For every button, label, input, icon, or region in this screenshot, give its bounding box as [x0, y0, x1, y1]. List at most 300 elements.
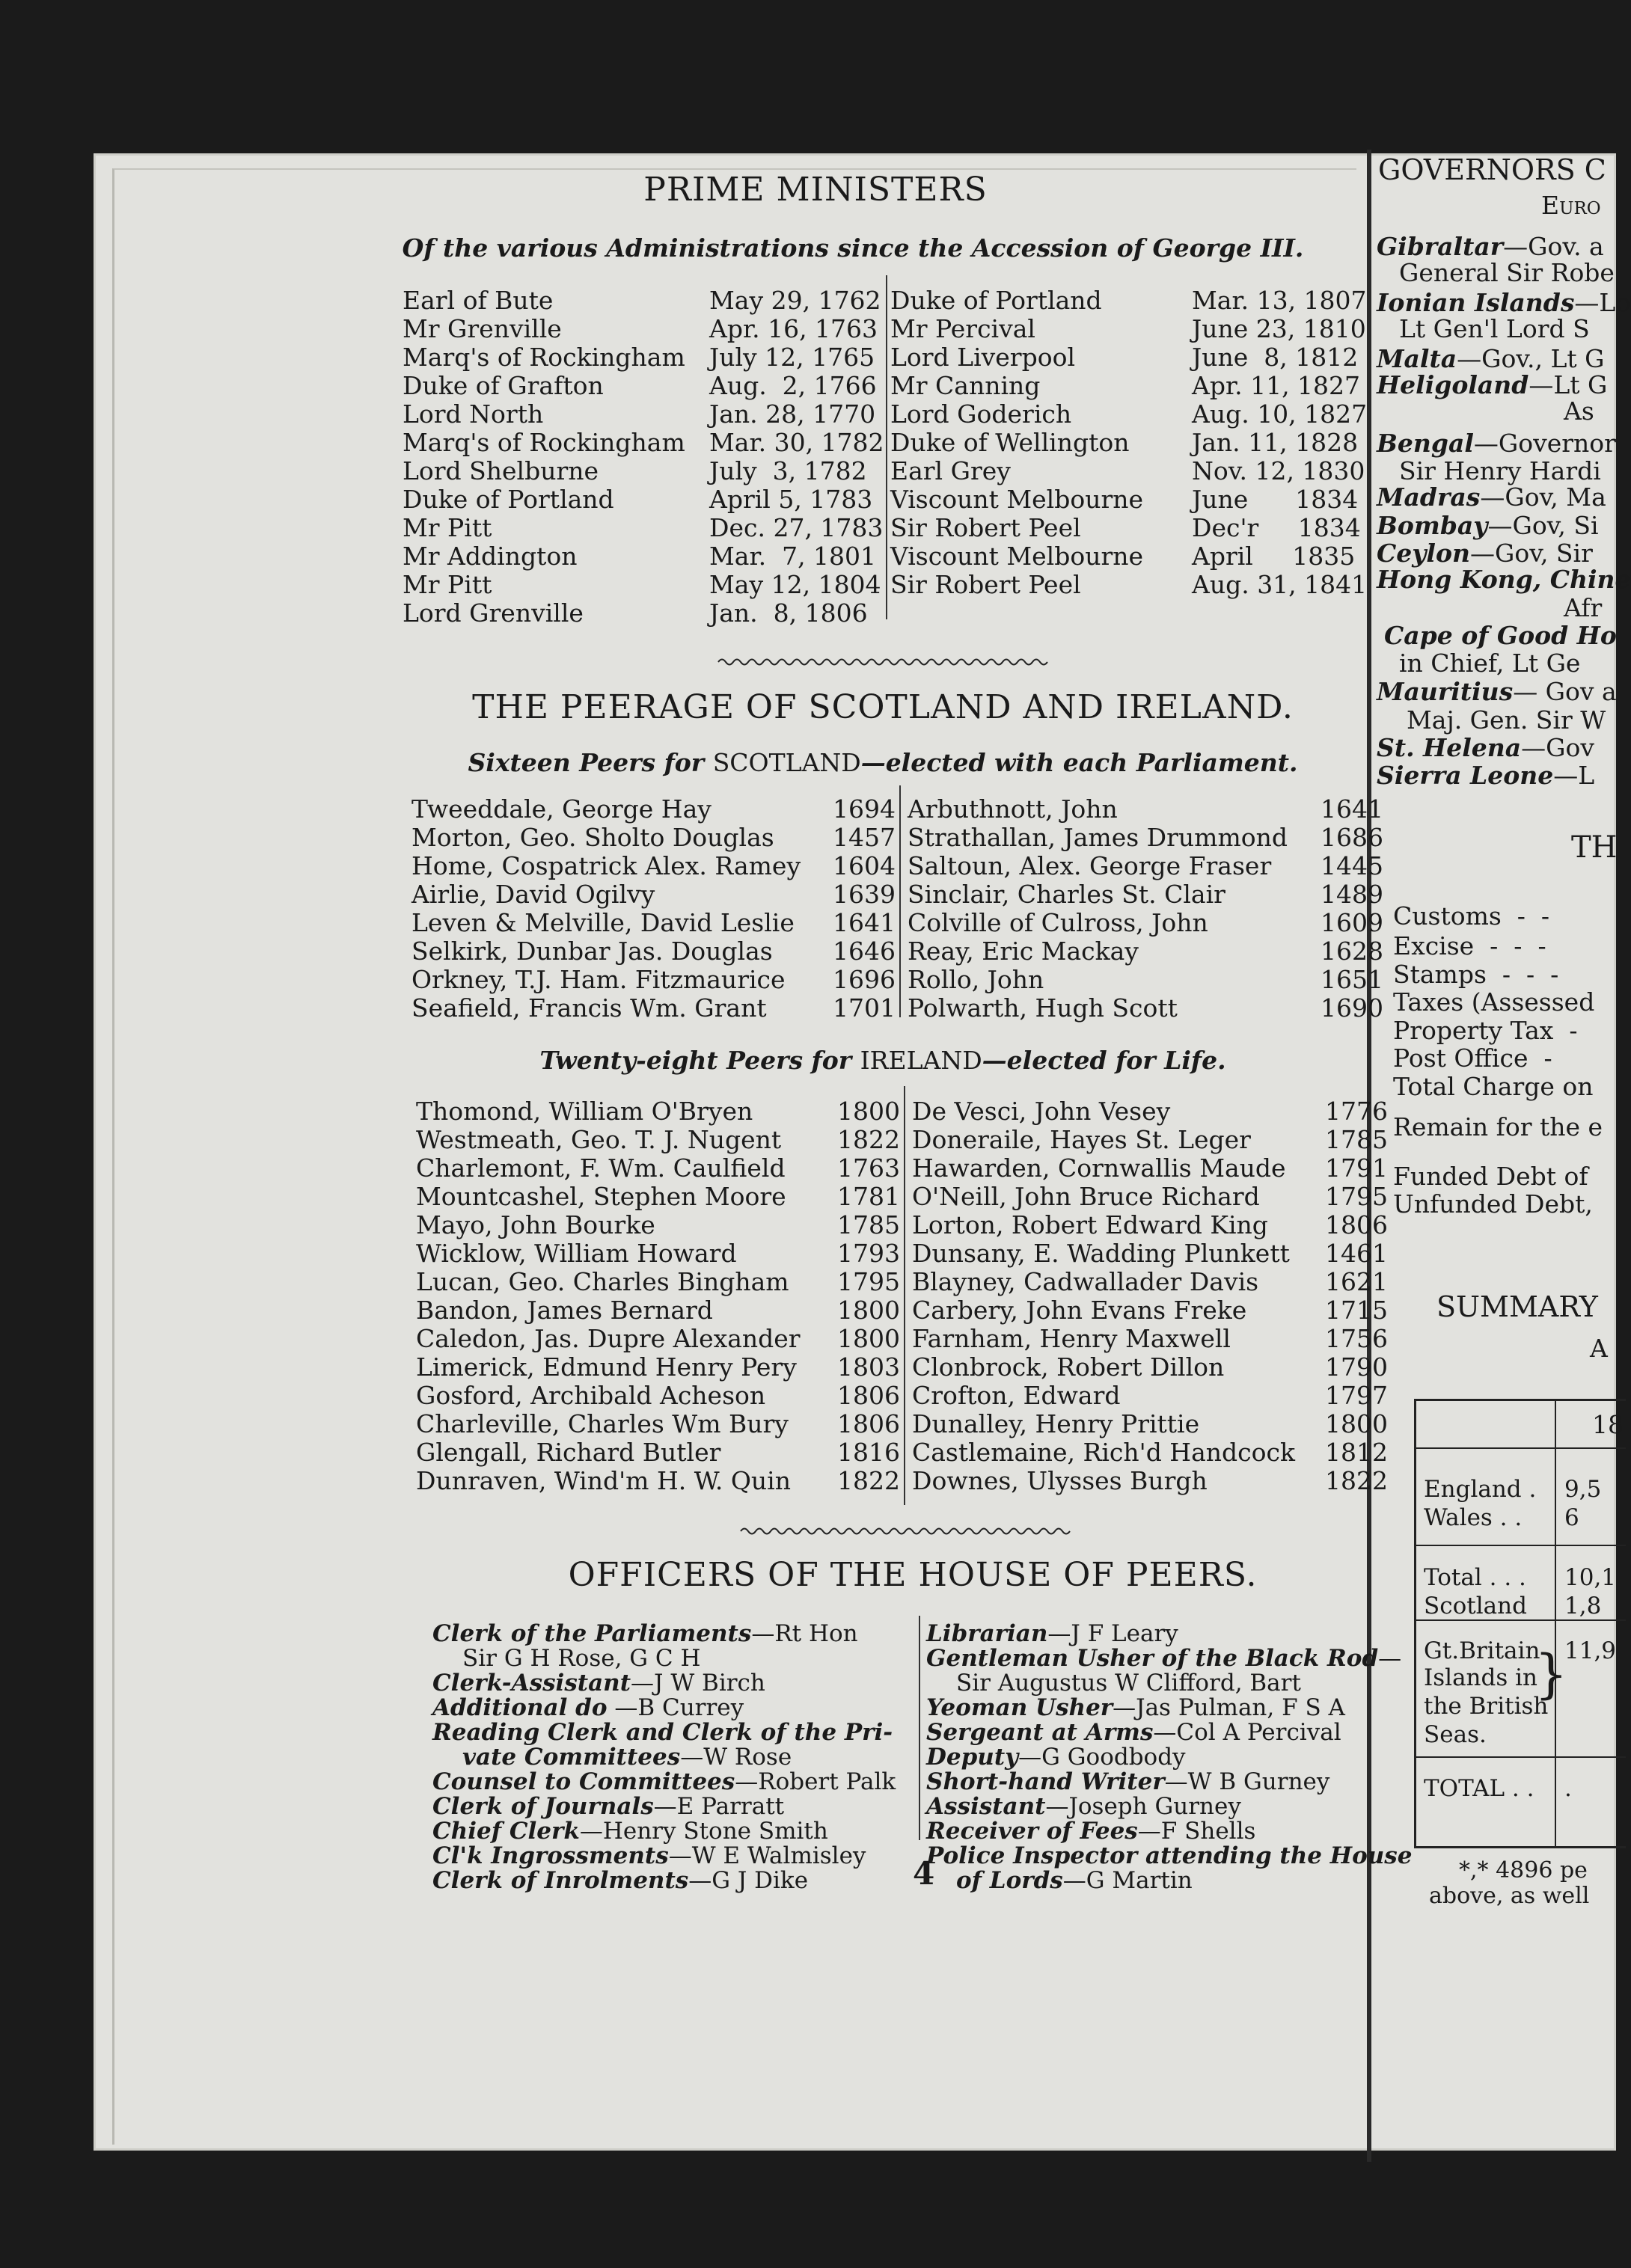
scotland-peer-year: 1457	[833, 823, 896, 852]
officer-entry	[926, 1869, 1405, 1893]
governor-text: Afr	[1564, 593, 1603, 622]
pm-name-2: Viscount Melbourne	[890, 485, 1144, 514]
governor-place: Heligoland	[1377, 370, 1529, 399]
governor-place: Ceylon	[1377, 539, 1470, 568]
ireland-subtitle	[419, 1046, 1347, 1075]
ireland-peer-year-2: 1461	[1325, 1239, 1388, 1268]
ireland-peer-year-2: 1795	[1325, 1182, 1388, 1211]
officer-entry	[926, 1646, 1405, 1671]
ireland-peer-name: Gosford, Archibald Acheson	[416, 1381, 766, 1410]
ireland-peer-name-2: Farnham, Henry Maxwell	[912, 1324, 1231, 1353]
ireland-sub-c: —elected for Life.	[982, 1046, 1226, 1075]
ireland-peer-row	[416, 1267, 1389, 1296]
governor-line	[1384, 621, 1617, 650]
officer-role: Clerk of Inrolments	[432, 1867, 689, 1894]
pm-date: May 29, 1762	[709, 286, 881, 315]
officer-role: Reading Clerk and Clerk of the Pri-	[432, 1719, 893, 1746]
officer-name: —Rt Hon	[751, 1620, 858, 1647]
revenue-line: Excise - - -	[1393, 931, 1546, 960]
pm-name: Mr Pitt	[403, 570, 492, 599]
governor-line	[1407, 705, 1606, 735]
officer-name: —Henry Stone Smith	[579, 1818, 828, 1845]
pm-row	[403, 314, 1368, 343]
officer-name: —G Martin	[1062, 1867, 1193, 1894]
governor-place: Bombay	[1377, 511, 1488, 540]
ireland-peer-row	[416, 1210, 1389, 1239]
governor-line	[1377, 429, 1616, 458]
governor-line	[1399, 456, 1601, 485]
officer-entry	[926, 1842, 1413, 1869]
governor-place: Malta	[1377, 344, 1457, 373]
ireland-peer-year-2: 1800	[1325, 1409, 1388, 1438]
scotland-sub-b: SCOTLAND	[712, 748, 861, 777]
th-heading: TH	[1571, 830, 1618, 865]
ireland-peer-year: 1800	[837, 1296, 900, 1325]
governor-text: General Sir Robe	[1399, 258, 1615, 287]
officer-entry	[432, 1770, 911, 1795]
scotland-sub-c: —elected with each Parliament.	[860, 748, 1298, 777]
pm-name-2: Viscount Melbourne	[890, 542, 1144, 571]
scotland-peer-name: Seafield, Francis Wm. Grant	[411, 993, 767, 1023]
prime-ministers-title: PRIME MINISTERS	[643, 171, 988, 209]
governor-place: Madras	[1377, 482, 1481, 512]
summary-row-value: 1,8	[1564, 1593, 1602, 1619]
ireland-peer-name-2: Dunsany, E. Wadding Plunkett	[912, 1239, 1290, 1268]
officer-role: Clerk of the Parliaments	[432, 1620, 752, 1647]
scotland-peer-name-2: Sinclair, Charles St. Clair	[908, 880, 1225, 909]
officer-entry	[432, 1671, 911, 1696]
pm-name: Lord Shelburne	[403, 456, 599, 485]
ireland-peer-row	[416, 1438, 1389, 1466]
officer-name: —J W Birch	[631, 1670, 765, 1697]
officer-name: —Robert Palk	[735, 1768, 896, 1795]
ireland-peer-year-2: 1806	[1325, 1210, 1388, 1239]
scotland-peer-year: 1641	[833, 908, 896, 937]
officer-role: Clerk-Assistant	[432, 1670, 631, 1697]
scotland-peer-year-2: 1690	[1321, 993, 1383, 1023]
scotland-peer-name-2: Colville of Culross, John	[908, 908, 1208, 937]
officer-name: —F Shells	[1137, 1818, 1256, 1845]
officer-name: —Col A Percival	[1153, 1719, 1341, 1746]
summary-row-label: Total . . .	[1424, 1564, 1526, 1591]
revenue-line: Post Office -	[1393, 1043, 1552, 1073]
officer-entry	[432, 1819, 911, 1844]
governor-line	[1377, 511, 1599, 540]
revenue-line: Taxes (Assessed	[1393, 987, 1595, 1017]
officer-role: Cl'k Ingrossments	[432, 1842, 669, 1869]
ornament-rule	[741, 1526, 1070, 1536]
scotland-peer-name: Leven & Melville, David Leslie	[411, 908, 795, 937]
summary-heading: SUMMARY	[1436, 1290, 1598, 1323]
pm-date-2: Jan. 11, 1828	[1192, 428, 1359, 457]
summary-row-label: TOTAL . .	[1424, 1775, 1534, 1802]
pm-row	[403, 570, 1368, 598]
governor-text: As	[1564, 396, 1594, 426]
scotland-peer-name: Tweeddale, George Hay	[411, 794, 712, 824]
ireland-peer-name-2: Lorton, Robert Edward King	[912, 1210, 1268, 1239]
officer-role: Yeoman Usher	[926, 1694, 1113, 1721]
prime-ministers-list	[403, 286, 1368, 627]
ireland-peer-year: 1806	[837, 1409, 900, 1438]
pm-date-2: April 1835	[1192, 542, 1356, 571]
officer-name: —B Currey	[607, 1694, 744, 1721]
ireland-peer-year: 1816	[837, 1438, 900, 1467]
summary-row-label: the British	[1424, 1693, 1549, 1720]
pm-name: Mr Addington	[403, 542, 578, 571]
governor-text: —Gov	[1521, 733, 1595, 762]
scotland-peer-row	[411, 880, 1384, 908]
governor-line	[1377, 677, 1617, 706]
officer-role: Counsel to Committees	[432, 1768, 735, 1795]
pm-date: April 5, 1783	[709, 485, 873, 514]
officer-entry	[432, 1696, 911, 1720]
scotland-peer-row	[411, 965, 1384, 993]
governors-title: GOVERNORS C	[1378, 153, 1606, 186]
officer-role: Deputy	[926, 1744, 1019, 1771]
scotland-peer-name-2: Arbuthnott, John	[908, 794, 1118, 824]
officer-entry	[432, 1622, 911, 1646]
scotland-peer-name: Airlie, David Ogilvy	[411, 880, 655, 909]
governor-text: —L	[1553, 761, 1595, 790]
ireland-peer-row	[416, 1381, 1389, 1409]
governor-line	[1564, 396, 1594, 426]
ireland-peer-year-2: 1797	[1325, 1381, 1388, 1410]
pm-name: Marq's of Rockingham	[403, 428, 685, 457]
ireland-peer-name: Glengall, Richard Butler	[416, 1438, 721, 1467]
pm-date-2: Aug. 31, 1841	[1192, 570, 1368, 599]
pm-name-2: Lord Goderich	[890, 399, 1072, 429]
pm-name: Mr Grenville	[403, 314, 562, 343]
officer-name: —J F Leary	[1047, 1620, 1178, 1647]
governor-text: Lt Gen'l Lord S	[1399, 314, 1590, 343]
scotland-peer-name-2: Saltoun, Alex. George Fraser	[908, 851, 1272, 880]
pm-date-2: Dec'r 1834	[1192, 513, 1361, 542]
next-page-fragment	[1377, 153, 1631, 2158]
governor-text: Sir Henry Hardi	[1399, 456, 1601, 485]
governor-line	[1377, 232, 1604, 261]
ireland-peer-row	[416, 1153, 1389, 1182]
ireland-peer-name-2: Downes, Ulysses Burgh	[912, 1466, 1208, 1495]
summary-row-label: Wales . .	[1424, 1504, 1523, 1531]
summary-row-value: 11,9	[1564, 1637, 1617, 1664]
governor-line	[1399, 258, 1615, 287]
ireland-peer-name: Lucan, Geo. Charles Bingham	[416, 1267, 789, 1296]
governor-text: — Gov a	[1513, 677, 1617, 706]
ireland-peer-row	[416, 1466, 1389, 1495]
ireland-peer-name-2: Carbery, John Evans Freke	[912, 1296, 1247, 1325]
summary-row-value: 6	[1564, 1504, 1579, 1531]
pm-date: Dec. 27, 1783	[709, 513, 884, 542]
pm-name: Marq's of Rockingham	[403, 343, 685, 372]
governor-text: —Gov, Sir	[1469, 539, 1593, 568]
europe-heading: Euro	[1541, 191, 1601, 220]
ireland-peer-year: 1781	[837, 1182, 900, 1211]
revenue-line: Stamps - - -	[1393, 960, 1559, 989]
peerage-title: THE PEERAGE OF SCOTLAND AND IRELAND.	[472, 688, 1294, 726]
ireland-peer-year: 1800	[837, 1097, 900, 1126]
pm-name: Earl of Bute	[403, 286, 554, 315]
scotland-peer-name: Orkney, T.J. Ham. Fitzmaurice	[411, 965, 786, 994]
revenue-line: Funded Debt of	[1393, 1162, 1588, 1191]
governor-line	[1377, 761, 1594, 790]
pm-date-2: June 23, 1810	[1192, 314, 1366, 343]
officer-name: —	[1378, 1645, 1402, 1672]
ireland-peer-name-2: Hawarden, Cornwallis Maude	[912, 1153, 1286, 1183]
ireland-peer-name-2: Blayney, Cadwallader Davis	[912, 1267, 1259, 1296]
governor-place: Bengal	[1377, 429, 1474, 458]
summary-row-value: 9,5	[1564, 1476, 1602, 1503]
pm-date: May 12, 1804	[709, 570, 881, 599]
governor-place: Ionian Islands	[1377, 288, 1575, 317]
scotland-peer-year: 1646	[833, 937, 896, 966]
scotland-peer-year-2: 1686	[1321, 823, 1383, 852]
governor-place: Hong Kong, Chine	[1377, 565, 1631, 594]
ireland-peer-name: Thomond, William O'Bryen	[416, 1097, 753, 1126]
summary-row-value: .	[1564, 1775, 1572, 1802]
officer-entry	[926, 1819, 1405, 1844]
pm-name-2: Mr Percival	[890, 314, 1035, 343]
governor-place: St. Helena	[1377, 733, 1522, 762]
summary-row-label: Islands in	[1424, 1664, 1538, 1691]
scotland-peer-name-2: Strathallan, James Drummond	[908, 823, 1288, 852]
officer-name: —Jas Pulman, F S A	[1113, 1694, 1345, 1721]
officer-role: Additional do	[432, 1694, 608, 1721]
pm-row	[403, 428, 1368, 456]
officer-entry	[926, 1720, 1405, 1745]
officer-role: Police Inspector attending the House	[926, 1842, 1413, 1869]
scotland-peer-row	[411, 851, 1384, 880]
scotland-peer-year: 1701	[833, 993, 896, 1023]
officer-name: —G J Dike	[688, 1867, 809, 1894]
ireland-peer-name: Mayo, John Bourke	[416, 1210, 655, 1239]
officers-left-column	[432, 1622, 911, 1893]
officer-role: Gentleman Usher of the Black Rod	[926, 1645, 1379, 1672]
ireland-divider	[904, 1086, 905, 1505]
officer-entry	[432, 1720, 911, 1745]
ireland-peer-year: 1822	[837, 1466, 900, 1495]
governor-line	[1377, 539, 1593, 568]
ireland-peer-row	[416, 1324, 1389, 1352]
summary-row-value: 10,1	[1564, 1564, 1617, 1591]
pm-name: Duke of Grafton	[403, 371, 604, 400]
ornament-rule	[718, 657, 1047, 667]
governor-line	[1399, 314, 1590, 343]
ireland-peer-year: 1785	[837, 1210, 900, 1239]
governor-text: —Gov., Lt G	[1457, 344, 1605, 373]
governor-line	[1377, 344, 1605, 373]
ireland-peer-name: Charlemont, F. Wm. Caulfield	[416, 1153, 786, 1183]
officer-entry	[432, 1795, 911, 1819]
officer-entry	[926, 1745, 1405, 1770]
officer-role: Clerk of Journals	[432, 1793, 654, 1820]
governor-line	[1564, 593, 1602, 622]
ireland-peer-name: Westmeath, Geo. T. J. Nugent	[416, 1125, 782, 1154]
scotland-peer-row	[411, 794, 1384, 823]
scotland-peer-year-2: 1628	[1321, 937, 1383, 966]
scotland-peer-year-2: 1489	[1321, 880, 1383, 909]
pm-date-2: June 1834	[1192, 485, 1359, 514]
officer-role: Chief Clerk	[432, 1818, 580, 1845]
officer-role: Receiver of Fees	[926, 1818, 1138, 1845]
pm-row	[403, 399, 1368, 428]
revenue-line: Property Tax -	[1393, 1016, 1578, 1045]
pm-date: July 12, 1765	[709, 343, 875, 372]
prime-ministers-subtitle: Of the various Administrations since the Accession of George III.	[402, 233, 1304, 263]
pm-date-2: Apr. 11, 1827	[1192, 371, 1361, 400]
ireland-peer-row	[416, 1239, 1389, 1267]
revenue-line: Remain for the e	[1393, 1112, 1603, 1141]
page-number: 4	[913, 1855, 935, 1892]
officer-entry	[926, 1770, 1405, 1795]
pm-date-2: June 8, 1812	[1192, 343, 1359, 372]
governor-text: —Gov, Ma	[1480, 482, 1606, 512]
pm-name-2: Lord Liverpool	[890, 343, 1076, 372]
summary-table-head: 18	[1592, 1410, 1624, 1439]
officer-entry	[926, 1622, 1405, 1646]
pm-divider	[886, 275, 887, 619]
pm-name-2: Sir Robert Peel	[890, 513, 1081, 542]
pm-date: Jan. 28, 1770	[709, 399, 876, 429]
scotland-peers-list	[411, 794, 1384, 1022]
scotland-subtitle	[419, 748, 1347, 777]
pm-name-2: Sir Robert Peel	[890, 570, 1081, 599]
pm-row	[403, 485, 1368, 513]
ireland-peer-row	[416, 1409, 1389, 1438]
scotland-peer-year: 1639	[833, 880, 896, 909]
officer-entry	[926, 1696, 1405, 1720]
scotland-peer-name-2: Rollo, John	[908, 965, 1044, 994]
scotland-peer-year: 1604	[833, 851, 896, 880]
summary-a: A	[1590, 1334, 1608, 1363]
governor-text: —Lo	[1574, 288, 1631, 317]
ireland-peer-year: 1795	[837, 1267, 900, 1296]
governor-place: Mauritius	[1377, 677, 1514, 706]
ireland-peer-name-2: Clonbrock, Robert Dillon	[912, 1352, 1225, 1382]
officer-name: Sir G H Rose, G C H	[462, 1645, 701, 1672]
ireland-peer-name-2: Crofton, Edward	[912, 1381, 1121, 1410]
revenue-line: Unfunded Debt,	[1393, 1189, 1593, 1219]
pm-row	[403, 286, 1368, 314]
ireland-peer-year-2: 1715	[1325, 1296, 1388, 1325]
ireland-peer-year: 1763	[837, 1153, 900, 1183]
pm-name-2: Earl Grey	[890, 456, 1011, 485]
ireland-sub-a: Twenty-eight Peers for	[539, 1046, 860, 1075]
officer-entry	[432, 1844, 911, 1869]
governor-text: Maj. Gen. Sir W	[1407, 705, 1606, 735]
officer-entry	[432, 1869, 911, 1893]
pm-name: Duke of Portland	[403, 485, 614, 514]
ireland-peer-year-2: 1790	[1325, 1352, 1388, 1382]
officer-role: Librarian	[926, 1620, 1048, 1647]
governor-text: —Lt G	[1529, 370, 1608, 399]
governor-place: Gibraltar	[1377, 232, 1504, 261]
summary-row-label: Gt.Britain	[1424, 1637, 1540, 1664]
pm-date: July 3, 1782	[709, 456, 867, 485]
scotland-peer-name: Selkirk, Dunbar Jas. Douglas	[411, 937, 773, 966]
ireland-peer-name: Bandon, James Bernard	[416, 1296, 713, 1325]
ireland-peer-row	[416, 1296, 1389, 1324]
scotland-peer-row	[411, 823, 1384, 851]
ireland-peer-year-2: 1812	[1325, 1438, 1388, 1467]
pm-date: Mar. 7, 1801	[709, 542, 877, 571]
summary-table	[1414, 1399, 1626, 1848]
governor-line	[1377, 733, 1594, 762]
officer-entry	[432, 1745, 911, 1770]
ireland-peer-row	[416, 1352, 1389, 1381]
ireland-peer-year: 1800	[837, 1324, 900, 1353]
ireland-peer-name: Wicklow, William Howard	[416, 1239, 737, 1268]
summary-row-label: England .	[1424, 1476, 1537, 1503]
ireland-peers-list	[416, 1097, 1389, 1495]
summary-row-label: Scotland	[1424, 1593, 1527, 1619]
governor-line	[1377, 370, 1607, 399]
ireland-peer-name-2: Dunalley, Henry Prittie	[912, 1409, 1200, 1438]
officer-role: Short-hand Writer	[926, 1768, 1165, 1795]
ireland-peer-name: Dunraven, Wind'm H. W. Quin	[416, 1466, 791, 1495]
governor-line	[1377, 482, 1606, 512]
pm-row	[403, 343, 1368, 371]
revenue-line: Total Charge on	[1393, 1072, 1594, 1101]
ireland-peer-year: 1793	[837, 1239, 900, 1268]
footnote-2: above, as well	[1429, 1883, 1590, 1909]
officers-divider	[919, 1616, 920, 1840]
scotland-peer-year: 1696	[833, 965, 896, 994]
scotland-peer-row	[411, 908, 1384, 937]
ireland-peer-year: 1806	[837, 1381, 900, 1410]
ireland-peer-year-2: 1822	[1325, 1466, 1388, 1495]
officer-name: —E Parratt	[653, 1793, 785, 1820]
governor-line	[1399, 649, 1580, 678]
scotland-divider	[899, 785, 901, 1017]
governor-place: Sierra Leone	[1377, 761, 1554, 790]
ireland-peer-year: 1803	[837, 1352, 900, 1382]
pm-date: Jan. 8, 1806	[709, 598, 868, 628]
scotland-peer-row	[411, 993, 1384, 1022]
ireland-peer-year-2: 1785	[1325, 1125, 1388, 1154]
officer-role: vate Committees	[462, 1744, 681, 1771]
officer-role: Assistant	[926, 1793, 1046, 1820]
scotland-peer-row	[411, 937, 1384, 965]
scotland-peer-name-2: Polwarth, Hugh Scott	[908, 993, 1178, 1023]
ireland-peer-name: Mountcashel, Stephen Moore	[416, 1182, 786, 1211]
governor-text: in Chief, Lt Ge	[1399, 649, 1581, 678]
ireland-sub-b: IRELAND	[860, 1046, 982, 1075]
governor-text: —Governor	[1473, 429, 1616, 458]
governor-place: Cape of Good Ho	[1384, 621, 1617, 650]
pm-name-2: Duke of Portland	[890, 286, 1102, 315]
officer-entry	[926, 1795, 1405, 1819]
officer-entry	[432, 1646, 911, 1671]
pm-name: Lord Grenville	[403, 598, 584, 628]
ireland-peer-name-2: Castlemaine, Rich'd Handcock	[912, 1438, 1295, 1467]
pm-date: Mar. 30, 1782	[709, 428, 884, 457]
ireland-peer-year-2: 1621	[1325, 1267, 1388, 1296]
officer-entry	[926, 1671, 1405, 1696]
ireland-peer-name-2: O'Neill, John Bruce Richard	[912, 1182, 1260, 1211]
pm-name-2: Mr Canning	[890, 371, 1041, 400]
officer-name: —W E Walmisley	[668, 1842, 866, 1869]
revenue-line: Customs - -	[1393, 901, 1550, 931]
officer-role: of Lords	[956, 1867, 1063, 1894]
ireland-peer-name: Limerick, Edmund Henry Pery	[416, 1352, 797, 1382]
scotland-peer-name-2: Reay, Eric Mackay	[908, 937, 1139, 966]
pm-row	[403, 456, 1368, 485]
scotland-peer-year-2: 1609	[1321, 908, 1383, 937]
pm-row	[403, 542, 1368, 570]
ireland-peer-row	[416, 1097, 1389, 1125]
officer-name: Sir Augustus W Clifford, Bart	[956, 1670, 1301, 1697]
pm-date-2: Mar. 13, 1807	[1192, 286, 1367, 315]
